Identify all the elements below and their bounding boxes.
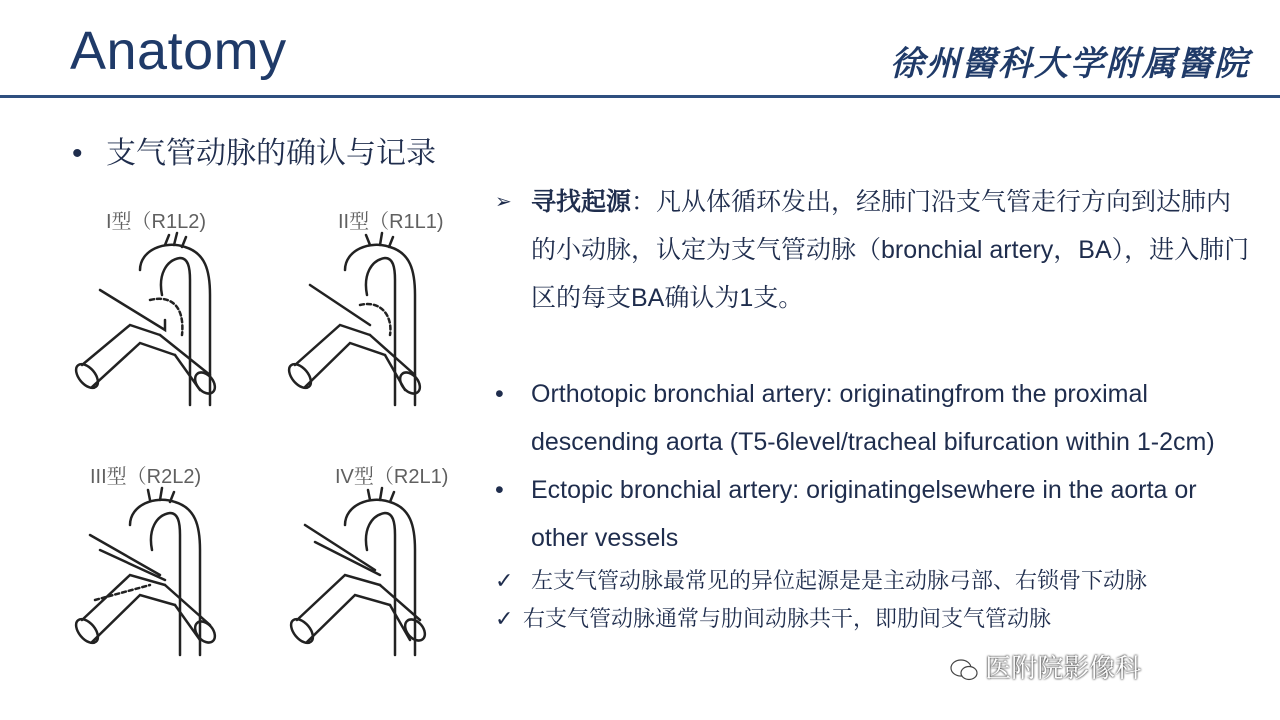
hospital-logo: 徐州醫科大学附属醫院 [890,44,1250,84]
arrow-bullet-icon: ➢ [495,191,512,213]
aorta-diagram-4 [285,480,455,660]
diagram-label-type-1: I型（R1L2) [106,211,207,233]
checkmark-icon: ✓ [495,606,514,631]
aorta-diagram-3 [70,480,240,660]
aorta-diagram-2 [285,225,455,410]
origin-paragraph [495,178,1255,322]
origin-text: ：凡从体循环发出，经肺门沿支气管走行方向到达肺内的小动脉，认定为支气管动脉（bronchial artery，BA），进入肺门区的每支BA确认为1支。 [531,188,1250,312]
check-item-right [495,600,1255,638]
diagram-label-type-2: II型（R1L1) [338,211,444,233]
origin-heading: 寻找起源 [531,188,632,216]
page-title: Anatomy [70,21,287,81]
bullet-marker: • [495,380,504,408]
diagram-type-3 [70,480,240,660]
bullet-marker: • [495,476,504,504]
orthotopic-text: Orthotopic bronchial artery: originatingfrom the proximal descending aorta (T5-6level/tracheal bifurcation within 1-2cm) [531,380,1215,456]
ectopic-text: Ectopic bronchial artery: originatingelsewhere in the aorta or other vessels [531,476,1197,552]
header-divider [0,95,1280,98]
section-heading [72,128,436,172]
orthotopic-bullet [495,370,1255,466]
bullet-marker: • [72,137,83,170]
wechat-icon [950,658,978,682]
diagram-label-type-3: III型（R2L2) [90,466,202,488]
watermark [950,648,1141,685]
content-panel [495,178,1255,638]
diagram-type-4 [285,480,455,660]
check-item-left-text: 左支气管动脉最常见的异位起源是是主动脉弓部、右锁骨下动脉 [531,568,1148,593]
aorta-diagram-1 [70,225,240,410]
section-heading-text: 支气管动脉的确认与记录 [106,137,436,170]
ectopic-bullet [495,466,1255,562]
check-item-right-text: 右支气管动脉通常与肋间动脉共干，即肋间支气管动脉 [523,606,1052,631]
diagram-type-1 [70,225,240,410]
diagram-label-type-4: IV型（R2L1) [335,466,449,488]
check-item-left [495,562,1255,600]
checkmark-icon: ✓ [495,568,514,593]
watermark-text: 医附院影像科 [985,653,1142,683]
diagram-type-2 [285,225,455,410]
